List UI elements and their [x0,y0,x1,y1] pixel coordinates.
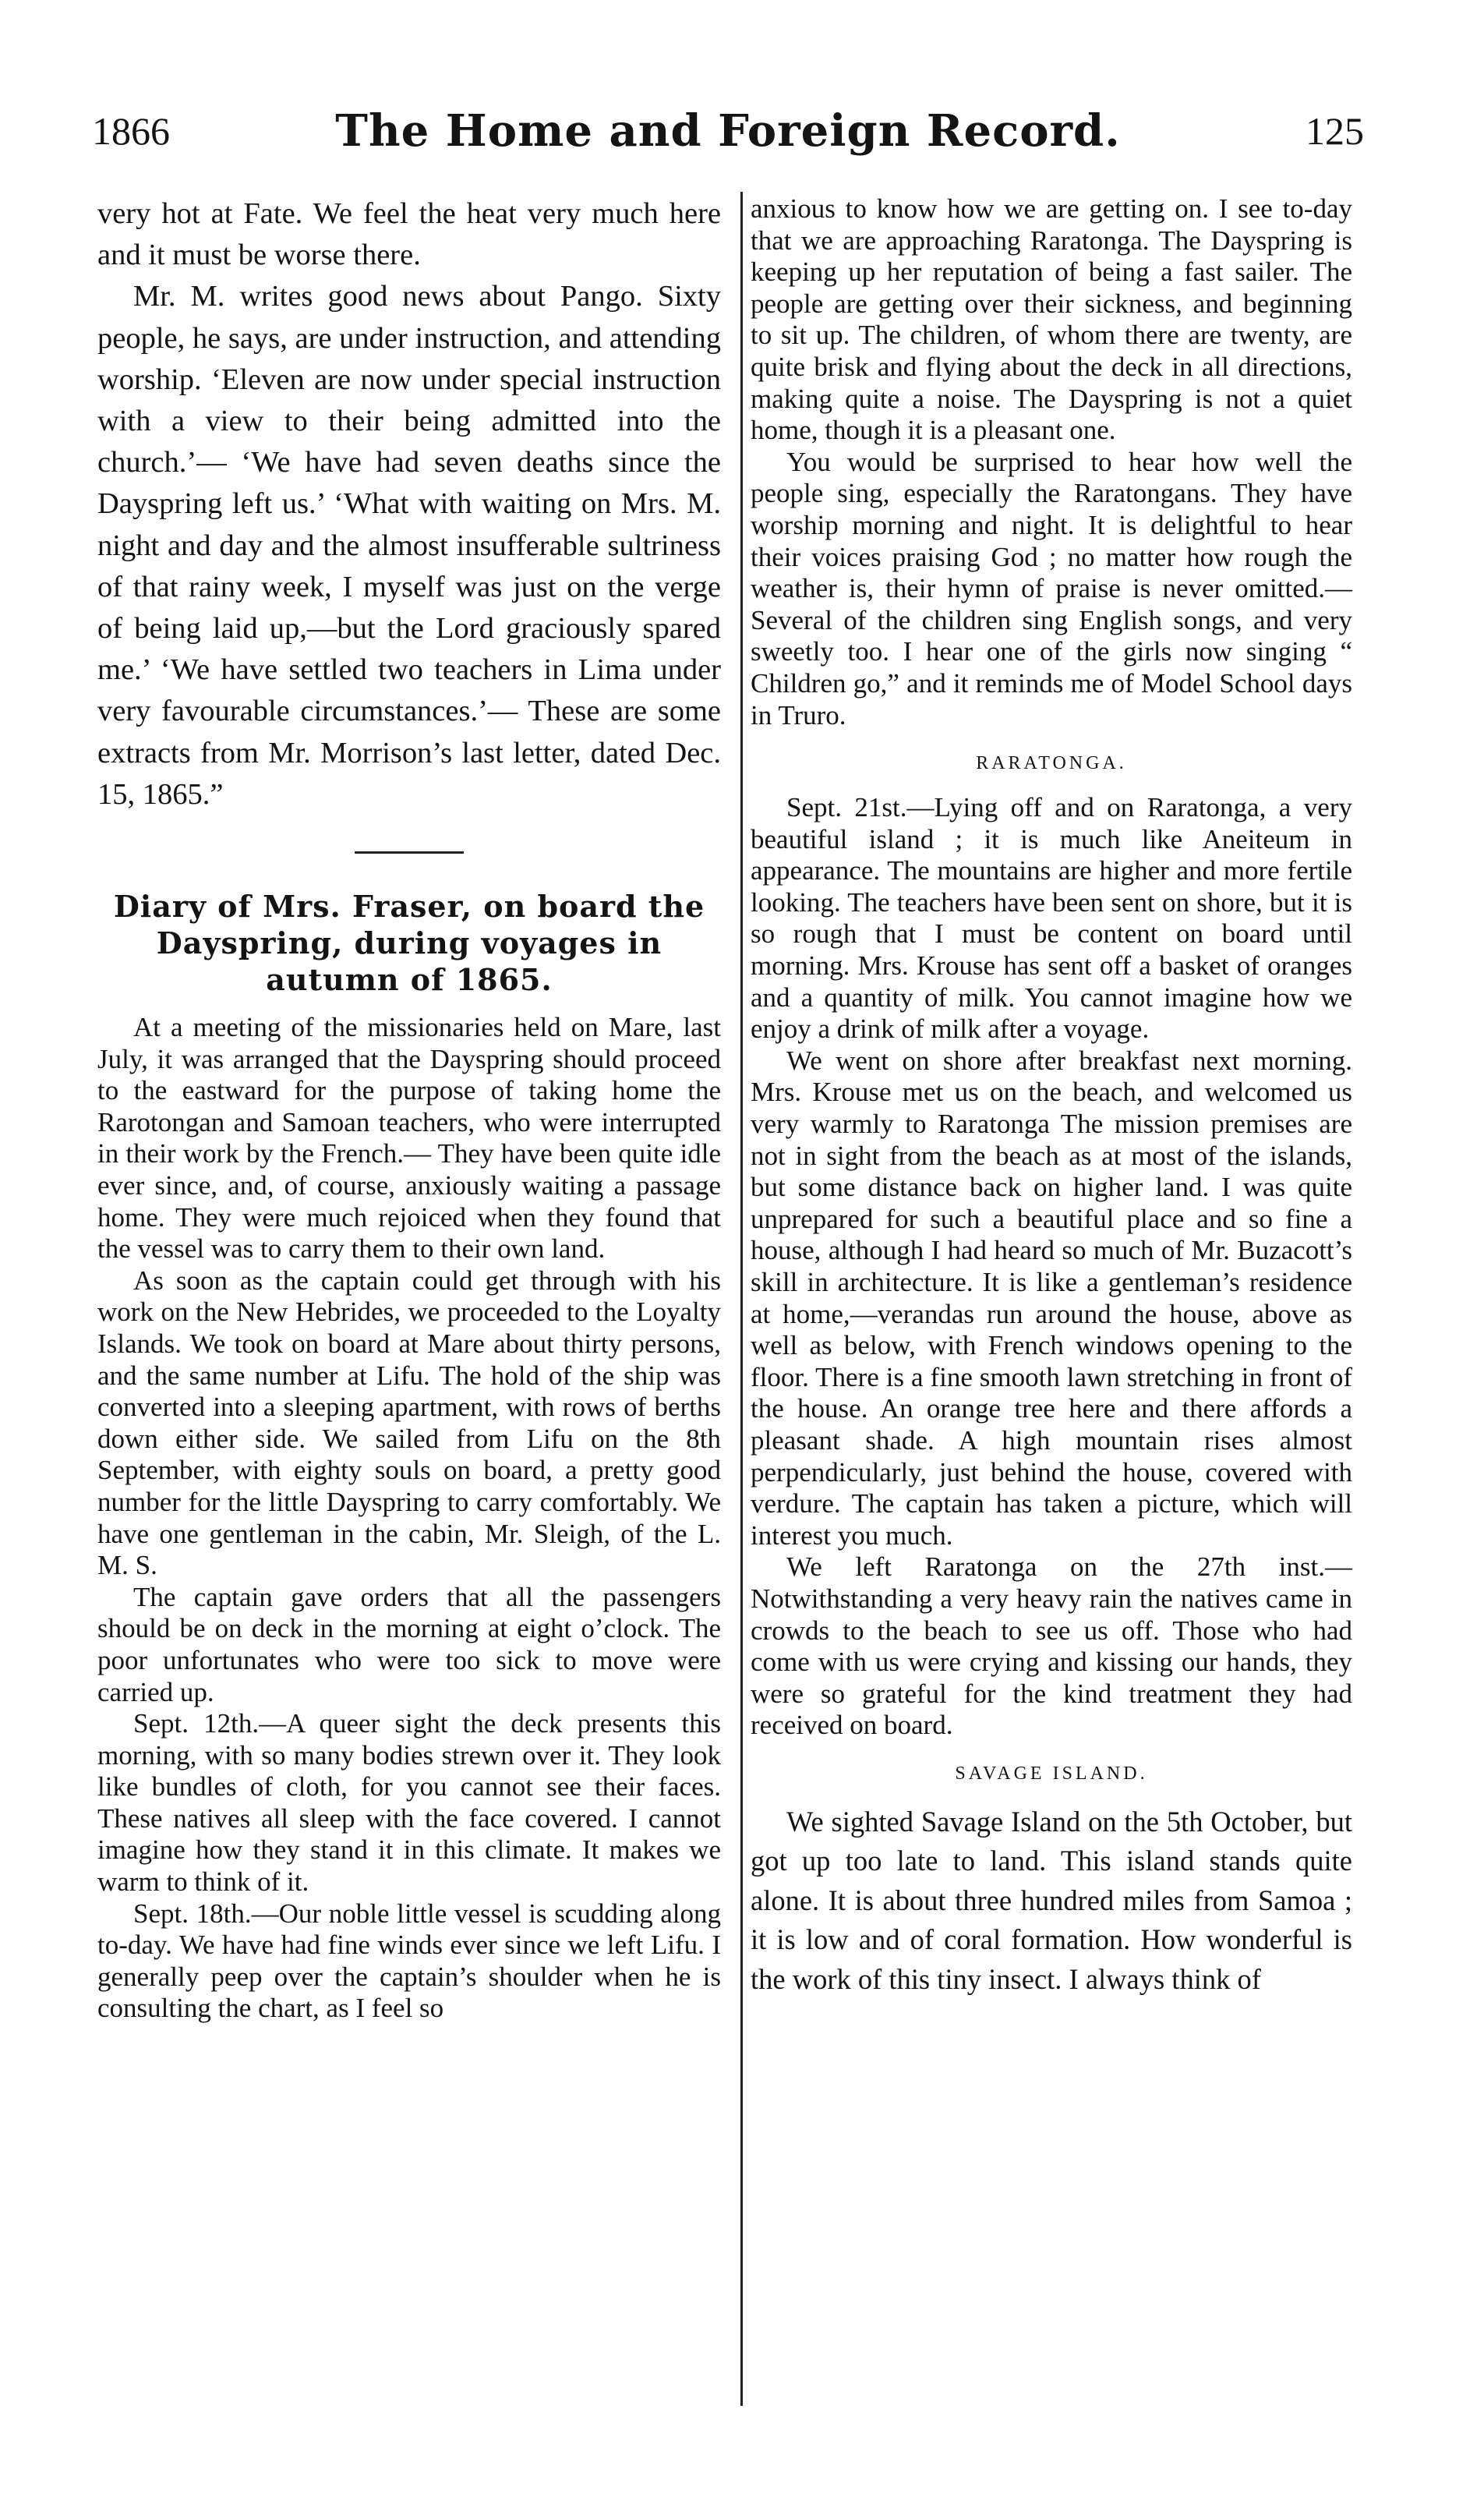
paragraph: Sept. 21st.—Lying off and on Raratonga, a very beautiful island ; it is much like Aneiteum in appearance. The mountains are higher and more fertile looking. The teachers have been sent on shore, but it is so rough that I must be content on board until morning. Mrs. Krouse has sent off a basket of oranges and a quantity of milk. You cannot imagine how we enjoy a drink of milk after a voyage. [751,792,1352,1045]
header-year: 1866 [92,109,170,153]
section-heading-savage-island: SAVAGE ISLAND. [955,1763,1148,1784]
left-column [97,193,721,2025]
column-divider [740,192,743,2406]
paragraph: As soon as the captain could get through with his work on the New Hebrides, we proceeded to the Loyalty Islands. We took on board at Mare about thirty persons, and the same number at Lifu. The hold of the ship was converted into a sleeping apartment, with rows of berths down either side. We sailed from Lifu on the 8th September, with eighty souls on board, a pretty good number for the little Dayspring to carry comfortably. We have one gentleman in the cabin, Mr. Sleigh, of the L. M. S. [97,1265,721,1581]
section-divider [355,851,464,854]
paragraph: Sept. 12th.—A queer sight the deck presents this morning, with so many bodies strewn over it. They look like bundles of cloth, for you cannot see their faces. These natives all sleep with the face covered. I cannot imagine how they stand it in this climate. It makes we warm to think of it. [97,1708,721,1898]
paragraph: We sighted Savage Island on the 5th October, but got up too late to land. This island stands quite alone. It is about three hundred miles from Samoa ; it is low and of coral formation. How wonderful is the work of this tiny insect. I always think of [751,1805,1352,1995]
paragraph: anxious to know how we are getting on. I see to-day that we are approaching Raratonga. The Dayspring is keeping up her reputation of being a fast sailer. The people are getting over their sickness, and beginning to sit up. The children, of whom there are twenty, are quite brisk and flying about the deck in all directions, making quite a noise. The Dayspring is not a quiet home, though it is a pleasant one. [751,193,1352,446]
page-header [86,100,1370,162]
paragraph: We left Raratonga on the 27th inst.— Notwithstanding a very heavy rain the natives came in crowds to the beach to see us off. Those who had come with us were crying and kissing our hands, they were so grateful for the kind treatment they had received on board. [751,1551,1352,1741]
paragraph: Mr. M. writes good news about Pango. Sixty people, he says, are under instruction, and attending worship. ‘Eleven are now under special instruction with a view to their being admitted into the church.’— ‘We have had seven deaths since the Dayspring left us.’ ‘What with waiting on Mrs. M. night and day and the almost insufferable sultriness of that rainy week, I myself was just on the verge of being laid up,—but the Lord graciously spared me.’ ‘We have settled two teachers in Lima under very favourable circumstances.’— These are some extracts from Mr. Morrison’s last letter, dated Dec. 15, 1865.” [97,280,721,811]
page-number: 125 [1306,109,1364,153]
paragraph: You would be surprised to hear how well the people sing, especially the Raratongans. They have worship morning and night. It is delightful to hear their voices praising God ; no matter how rough the weather is, their hymn of praise is never omitted.— Several of the children sing English songs, and very sweetly too. I hear one of the girls now singing “ Children go,” and it reminds me of Model School days in Truro. [751,446,1352,730]
paragraph: We went on shore after breakfast next morning. Mrs. Krouse met us on the beach, and welcomed us very warmly to Raratonga The mission premises are not in sight from the beach as at most of the islands, but some distance back on higher land. I was quite unprepared for such a beautiful place and so fine a house, although I had heard so much of Mr. Buzacott’s skill in architecture. It is like a gentleman’s residence at home,—verandas run around the house, above as well as below, with French windows opening to the floor. There is a fine smooth lawn stretching in front of the house. An orange tree here and there affords a pleasant shade. A high mountain rises almost perpendicularly, just behind the house, covered with verdure. The captain has taken a picture, which will interest you much. [751,1045,1352,1551]
paragraph: very hot at Fate. We feel the heat very much here and it must be worse there. [97,197,721,272]
paragraph: Sept. 18th.—Our noble little vessel is scudding along to-day. We have had fine winds ever since we left Lifu. I generally peep over the captain’s shoulder when he is consulting the chart, as I feel so [97,1898,721,2024]
section-heading-raratonga: RARATONGA. [976,753,1127,774]
publication-title: The Home and Foreign Record. [335,105,1121,157]
article-title: Diary of Mrs. Fraser, on board the Dayspring, during voyages in autumn of 1865. [113,889,705,998]
right-column [751,193,1352,1999]
paragraph: The captain gave orders that all the passengers should be on deck in the morning at eight o’clock. The poor unfortunates who were too sick to move were carried up. [97,1581,721,1707]
paragraph: At a meeting of the missionaries held on Mare, last July, it was arranged that the Dayspring should proceed to the eastward for the purpose of taking home the Rarotongan and Samoan teachers, who were interrupted in their work by the French.— They have been quite idle ever since, and, of course, anxiously waiting a passage home. They were much rejoiced when they found that the vessel was to carry them to their own land. [97,1012,721,1265]
